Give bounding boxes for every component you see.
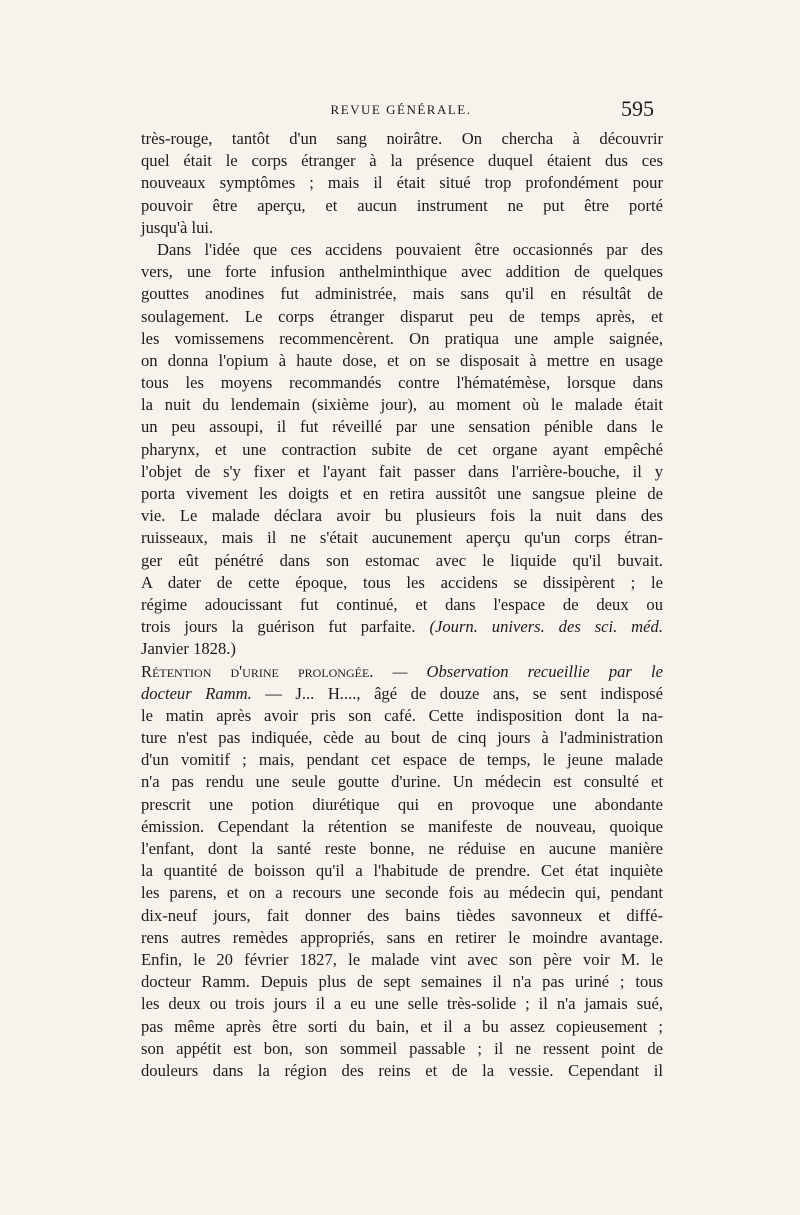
text-line <box>141 749 663 771</box>
text-line <box>141 927 663 949</box>
citation: (Journ. univers. des sci. méd. <box>429 617 663 637</box>
text-line <box>141 594 663 616</box>
text-line <box>141 195 663 217</box>
text-line <box>141 461 663 483</box>
line-text: n'a pas rendu une seule goutte d'urine. Un médecin est consulté et <box>141 772 663 792</box>
line-text: vie. Le malade déclara avoir bu plusieurs fois la nuit dans des <box>141 506 663 526</box>
text-line <box>141 616 663 638</box>
section-title: Rétention d'urine prolongée. <box>141 661 374 681</box>
text-line <box>141 816 663 838</box>
line-text: Dans l'idée que ces accidens pouvaient être occasionnés par des <box>157 239 663 259</box>
line-text: d'un vomitif ; mais, pendant cet espace de temps, le jeune malade <box>141 750 663 770</box>
line-text: les parens, et on a recours une seconde fois au médecin qui, pendant <box>141 883 663 903</box>
line-text: soulagement. Le corps étranger disparut peu de temps après, et <box>141 306 663 326</box>
line-text: le matin après avoir pris son café. Cette indisposition dont la na- <box>141 705 663 725</box>
page-number: 595 <box>621 96 654 121</box>
text-line <box>141 172 663 194</box>
text-line <box>141 439 663 461</box>
section-subtitle: — Observation recueillie par le <box>373 661 663 681</box>
line-text: ruisseaux, mais il ne s'était aucunement aperçu qu'un corps étran- <box>141 528 663 548</box>
line-text: — J... H...., âgé de douze ans, se sent indisposé <box>251 683 663 703</box>
text-line <box>141 683 663 705</box>
line-text: trois jours la guérison fut parfaite. <box>141 617 416 637</box>
text-line <box>141 1016 663 1038</box>
text-line <box>141 328 663 350</box>
text-line <box>141 550 663 572</box>
text-line <box>141 661 663 683</box>
text-line <box>141 483 663 505</box>
text-line <box>141 705 663 727</box>
body-text <box>141 128 663 1082</box>
text-line <box>141 949 663 971</box>
text-line <box>141 505 663 527</box>
line-text: ger eût pénétré dans son estomac avec le liquide qu'il buvait. <box>141 550 663 570</box>
text-line <box>141 150 663 172</box>
line-text: A dater de cette époque, tous les accidens se dissipèrent ; le <box>141 572 663 592</box>
text-line <box>141 727 663 749</box>
text-line <box>141 860 663 882</box>
line-text: pouvoir être aperçu, et aucun instrument ne put être porté <box>141 195 663 215</box>
line-text: ture n'est pas indiquée, cède au bout de cinq jours à l'administration <box>141 728 663 748</box>
text-line <box>141 372 663 394</box>
text-line <box>141 239 663 261</box>
line-text: la nuit du lendemain (sixième jour), au moment où le malade était <box>141 395 663 415</box>
line-text: l'objet de s'y fixer et l'ayant fait passer dans l'arrière-bouche, il y <box>141 461 663 481</box>
text-line <box>141 882 663 904</box>
section-subtitle: docteur Ramm. <box>141 683 252 703</box>
line-text: la quantité de boisson qu'il a l'habitude de prendre. Cet état inquiète <box>141 861 663 881</box>
line-text: Enfin, le 20 février 1827, le malade vint avec son père voir M. le <box>141 949 663 969</box>
line-text: porta vivement les doigts et en retira aussitôt une sangsue pleine de <box>141 484 663 503</box>
line-text: quel était le corps étranger à la présence duquel étaient dus ces <box>141 151 663 171</box>
text-line <box>141 572 663 594</box>
line-text: on donna l'opium à haute dose, et on se disposait à mettre en usage <box>141 350 663 370</box>
line-text: rens autres remèdes appropriés, sans en retirer le moindre avantage. <box>141 927 663 947</box>
text-line <box>141 1038 663 1060</box>
line-text: les deux ou trois jours il a eu une selle très-solide ; il n'a jamais sué, <box>141 994 663 1014</box>
line-text: un peu assoupi, il fut réveillé par une sensation pénible dans le <box>141 417 663 437</box>
line-text: jusqu'à lui. <box>141 217 214 237</box>
line-text: très-rouge, tantôt d'un sang noirâtre. On chercha à découvrir <box>141 129 663 148</box>
text-line <box>141 771 663 793</box>
line-text: régime adoucissant fut continué, et dans l'espace de deux ou <box>141 594 663 614</box>
text-line <box>141 261 663 283</box>
text-line <box>141 527 663 549</box>
line-text: docteur Ramm. Depuis plus de sept semaines il n'a pas uriné ; tous <box>141 972 663 992</box>
line-text: vers, une forte infusion anthelminthique avec addition de quelques <box>141 262 663 282</box>
line-text: les vomissemens recommencèrent. On pratiqua une ample saignée, <box>141 328 663 348</box>
text-line <box>141 283 663 305</box>
line-text: gouttes anodines fut administrée, mais sans qu'il en résultât de <box>141 284 663 304</box>
text-line <box>141 794 663 816</box>
line-text: prescrit une potion diurétique qui en provoque une abondante <box>141 794 663 814</box>
text-line <box>141 416 663 438</box>
line-text: tous les moyens recommandés contre l'hématémèse, lorsque dans <box>141 373 663 393</box>
line-text: dix-neuf jours, fait donner des bains tièdes savonneux et diffé- <box>141 905 663 925</box>
line-text: douleurs dans la région des reins et de la vessie. Cependant il <box>141 1060 663 1080</box>
text-line <box>141 905 663 927</box>
line-text: l'enfant, dont la santé reste bonne, ne réduise en aucune manière <box>141 839 663 858</box>
text-line <box>141 1060 663 1082</box>
text-line <box>141 993 663 1015</box>
line-text: Janvier 1828.) <box>141 639 236 659</box>
line-text: pharynx, et une contraction subite de cet organe ayant empêché <box>141 439 663 459</box>
text-line <box>141 838 663 860</box>
text-line <box>141 217 663 239</box>
line-text: pas même après être sorti du bain, et il a bu assez copieusement ; <box>141 1016 663 1036</box>
running-head: REVUE GÉNÉRALE. <box>330 102 472 117</box>
line-text: nouveaux symptômes ; mais il était situé trop profondément pour <box>141 173 663 193</box>
text-line <box>141 128 663 150</box>
text-line <box>141 350 663 372</box>
text-line <box>141 638 663 660</box>
text-line <box>141 306 663 328</box>
line-text: émission. Cependant la rétention se manifeste de nouveau, quoique <box>141 816 663 836</box>
text-line <box>141 394 663 416</box>
text-line <box>141 971 663 993</box>
page-header <box>148 96 654 124</box>
line-text: son appétit est bon, son sommeil passable ; il ne ressent point de <box>141 1038 663 1058</box>
